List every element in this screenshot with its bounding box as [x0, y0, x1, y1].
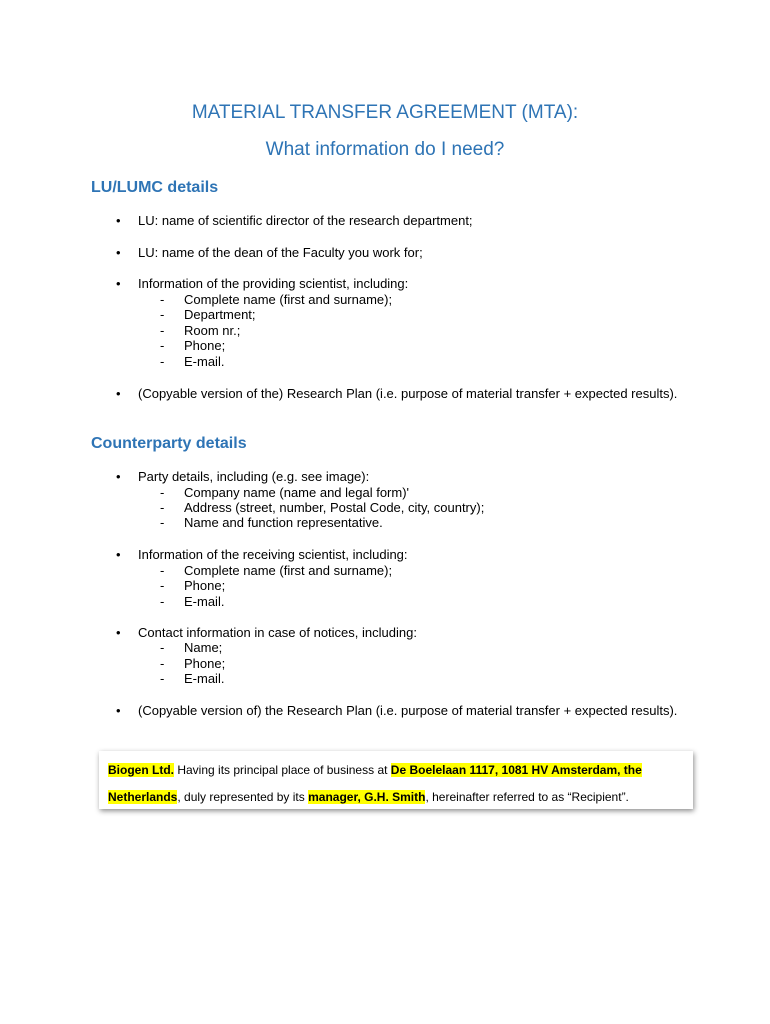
dash-marker: - — [160, 671, 165, 686]
list-item: (Copyable version of) the Research Plan (i.e. purpose of material transfer + expected results). — [138, 703, 678, 718]
sub-item-text: Department; — [184, 307, 256, 322]
bullet-marker: • — [116, 547, 121, 562]
list-item: Contact information in case of notices, including: — [138, 625, 417, 640]
dash-marker: - — [160, 307, 165, 322]
dash-marker: - — [160, 578, 165, 593]
page-subtitle: What information do I need? — [265, 139, 505, 160]
example-text: , hereinafter referred to as “Recipient”. — [425, 790, 629, 804]
sub-list-item — [160, 500, 484, 516]
highlight-representative: manager, G.H. Smith — [308, 790, 426, 804]
sub-item-text: Name; — [184, 640, 223, 655]
sub-item-text: Phone; — [184, 338, 226, 353]
sub-list-item — [160, 594, 224, 610]
example-text: Having its principal place of business at — [174, 763, 391, 777]
sub-item-text: Phone; — [184, 578, 226, 593]
bullet-marker: • — [116, 276, 121, 291]
dash-marker: - — [160, 563, 165, 578]
dash-marker: - — [160, 500, 165, 515]
sub-item-text: Room nr.; — [184, 323, 241, 338]
sub-item-text: E-mail. — [184, 594, 225, 609]
bullet-marker: • — [116, 703, 121, 718]
dash-marker: - — [160, 354, 165, 369]
list-item: Party details, including (e.g. see image): — [138, 469, 370, 484]
bullet-marker: • — [116, 213, 121, 228]
highlight-country: Netherlands — [108, 790, 178, 804]
sub-list-item — [160, 338, 225, 354]
list-item: LU: name of scientific director of the research department; — [138, 213, 473, 228]
dash-marker: - — [160, 338, 165, 353]
example-text: , duly represented by its — [177, 790, 309, 804]
highlight-company-name: Biogen Ltd. — [108, 763, 174, 777]
sub-list-item — [160, 563, 392, 579]
example-line-2 — [108, 790, 629, 804]
sub-item-text: Company name (name and legal form)' — [184, 485, 410, 500]
sub-list-item — [160, 354, 224, 370]
sub-item-text: Phone; — [184, 656, 226, 671]
sub-list-item — [160, 485, 409, 501]
list-item: LU: name of the dean of the Faculty you work for; — [138, 245, 423, 260]
sub-list-item — [160, 307, 256, 323]
list-item: Information of the receiving scientist, including: — [138, 547, 408, 562]
page-title: MATERIAL TRANSFER AGREEMENT (MTA): — [191, 102, 579, 123]
dash-marker: - — [160, 485, 165, 500]
sub-item-text: Complete name (first and surname); — [184, 563, 393, 578]
dash-marker: - — [160, 292, 165, 307]
sub-list-item — [160, 292, 392, 308]
list-item: (Copyable version of the) Research Plan (i.e. purpose of material transfer + expected results). — [138, 386, 678, 401]
dash-marker: - — [160, 640, 165, 655]
sub-item-text: E-mail. — [184, 671, 225, 686]
sub-list-item — [160, 671, 224, 687]
sub-list-item — [160, 640, 222, 656]
party-details-example-image — [99, 751, 693, 809]
bullet-marker: • — [116, 469, 121, 484]
bullet-marker: • — [116, 245, 121, 260]
list-item: Information of the providing scientist, including: — [138, 276, 409, 291]
dash-marker: - — [160, 515, 165, 530]
dash-marker: - — [160, 323, 165, 338]
section-heading-lu-lumc: LU/LUMC details — [91, 179, 219, 196]
dash-marker: - — [160, 594, 165, 609]
sub-list-item — [160, 515, 383, 531]
sub-list-item — [160, 578, 225, 594]
highlight-address: De Boelelaan 1117, 1081 HV Amsterdam, the — [390, 763, 642, 777]
sub-item-text: Complete name (first and surname); — [184, 292, 393, 307]
section-heading-counterparty: Counterparty details — [91, 435, 247, 452]
sub-list-item — [160, 656, 225, 672]
sub-item-text: Address (street, number, Postal Code, city, country); — [184, 500, 485, 515]
sub-item-text: Name and function representative. — [184, 515, 383, 530]
bullet-marker: • — [116, 386, 121, 401]
sub-item-text: E-mail. — [184, 354, 225, 369]
bullet-marker: • — [116, 625, 121, 640]
dash-marker: - — [160, 656, 165, 671]
sub-list-item — [160, 323, 240, 339]
example-line-1 — [108, 763, 642, 777]
